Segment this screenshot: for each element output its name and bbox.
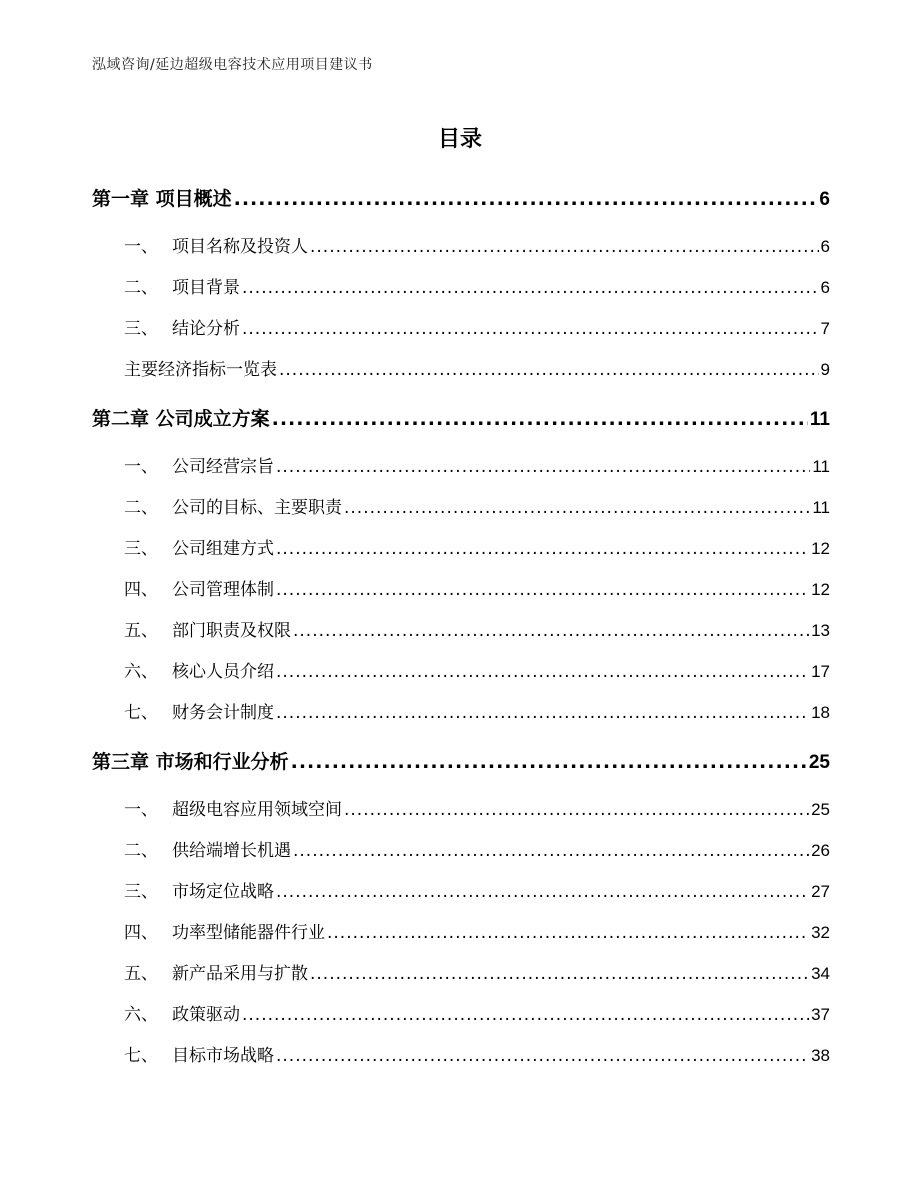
toc-section-entry[interactable] <box>92 830 830 871</box>
entry-page-number: 26 <box>811 841 830 860</box>
entry-title: 超级电容应用领域空间 <box>172 800 342 820</box>
entry-title: 项目背景 <box>172 278 240 298</box>
entry-number: 七、 <box>124 703 158 723</box>
entry-page-number: 6 <box>820 278 830 297</box>
entry-page-number: 37 <box>811 1005 830 1024</box>
entry-number: 六、 <box>124 662 158 682</box>
toc-section-entry[interactable] <box>92 446 830 487</box>
toc-section-entry[interactable] <box>92 651 830 692</box>
dot-leader <box>272 396 808 442</box>
entry-page-number: 12 <box>811 580 830 599</box>
entry-number: 二、 <box>124 278 158 298</box>
dot-leader <box>276 529 809 570</box>
dot-leader <box>310 954 809 995</box>
running-header: 泓域咨询/延边超级电容技术应用项目建议书 <box>92 57 373 73</box>
toc-section-entry[interactable] <box>92 349 830 390</box>
toc-chapter-entry[interactable] <box>92 176 830 222</box>
entry-page-number: 34 <box>811 964 830 983</box>
entry-number: 一、 <box>124 457 158 477</box>
entry-number: 一、 <box>124 800 158 820</box>
toc-section-entry[interactable] <box>92 912 830 953</box>
toc-chapter-entry[interactable] <box>92 396 830 442</box>
entry-number: 五、 <box>124 964 158 984</box>
toc-section-entry[interactable] <box>92 487 830 528</box>
entry-page-number: 32 <box>811 923 830 942</box>
entry-title: 第二章 公司成立方案 <box>92 408 270 430</box>
entry-title: 公司组建方式 <box>172 539 274 559</box>
entry-page-number: 11 <box>812 457 830 476</box>
toc-section-entry[interactable] <box>92 610 830 651</box>
entry-number: 四、 <box>124 580 158 600</box>
toc-section-entry[interactable] <box>92 953 830 994</box>
toc-section-entry[interactable] <box>92 1035 830 1076</box>
entry-page-number: 11 <box>809 409 830 430</box>
entry-title: 核心人员介绍 <box>172 662 274 682</box>
entry-number: 七、 <box>124 1046 158 1066</box>
entry-title: 目标市场战略 <box>172 1046 274 1066</box>
dot-leader <box>276 1036 809 1077</box>
entry-page-number: 27 <box>811 882 830 901</box>
dot-leader <box>344 790 809 831</box>
entry-page-number: 11 <box>812 498 830 517</box>
entry-title: 部门职责及权限 <box>172 621 291 641</box>
dot-leader <box>276 872 809 913</box>
entry-title: 公司的目标、主要职责 <box>172 498 342 518</box>
dot-leader <box>279 350 819 391</box>
entry-title: 新产品采用与扩散 <box>172 964 308 984</box>
entry-title: 主要经济指标一览表 <box>124 360 277 380</box>
dot-leader <box>310 227 819 268</box>
table-of-contents <box>92 176 830 1076</box>
toc-section-entry[interactable] <box>92 308 830 349</box>
entry-number: 四、 <box>124 923 158 943</box>
entry-page-number: 6 <box>820 237 830 256</box>
entry-page-number: 25 <box>808 752 830 773</box>
dot-leader <box>293 611 809 652</box>
toc-section-entry[interactable] <box>92 871 830 912</box>
dot-leader <box>242 995 809 1036</box>
toc-section-entry[interactable] <box>92 569 830 610</box>
toc-section-entry[interactable] <box>92 267 830 308</box>
toc-section-entry[interactable] <box>92 994 830 1035</box>
entry-page-number: 7 <box>820 319 830 338</box>
entry-page-number: 12 <box>811 539 830 558</box>
entry-page-number: 18 <box>811 703 830 722</box>
entry-title: 功率型储能器件行业 <box>172 923 325 943</box>
entry-title: 财务会计制度 <box>172 703 274 723</box>
dot-leader <box>242 268 819 309</box>
dot-leader <box>291 739 807 785</box>
toc-section-entry[interactable] <box>92 528 830 569</box>
entry-page-number: 6 <box>819 189 830 210</box>
dot-leader <box>276 570 809 611</box>
entry-number: 一、 <box>124 237 158 257</box>
entry-number: 六、 <box>124 1005 158 1025</box>
entry-title: 项目名称及投资人 <box>172 237 308 257</box>
page-title: 目录 <box>437 127 482 152</box>
entry-page-number: 13 <box>811 621 830 640</box>
entry-number: 三、 <box>124 539 158 559</box>
dot-leader <box>242 309 819 350</box>
entry-number: 二、 <box>124 498 158 518</box>
entry-title: 供给端增长机遇 <box>172 841 291 861</box>
entry-page-number: 38 <box>811 1046 830 1065</box>
entry-page-number: 17 <box>811 662 830 681</box>
dot-leader <box>293 831 809 872</box>
entry-title: 公司管理体制 <box>172 580 274 600</box>
dot-leader <box>327 913 809 954</box>
entry-page-number: 9 <box>820 360 830 379</box>
toc-section-entry[interactable] <box>92 692 830 733</box>
entry-title: 第一章 项目概述 <box>92 188 232 210</box>
toc-section-entry[interactable] <box>92 789 830 830</box>
toc-chapter-entry[interactable] <box>92 739 830 785</box>
dot-leader <box>234 176 818 222</box>
entry-number: 三、 <box>124 319 158 339</box>
entry-title: 第三章 市场和行业分析 <box>92 751 289 773</box>
entry-number: 三、 <box>124 882 158 902</box>
entry-title: 政策驱动 <box>172 1005 240 1025</box>
entry-title: 公司经营宗旨 <box>172 457 274 477</box>
entry-number: 五、 <box>124 621 158 641</box>
entry-number: 二、 <box>124 841 158 861</box>
dot-leader <box>344 488 810 529</box>
toc-section-entry[interactable] <box>92 226 830 267</box>
entry-title: 结论分析 <box>172 319 240 339</box>
entry-page-number: 25 <box>811 800 830 819</box>
dot-leader <box>276 693 809 734</box>
dot-leader <box>276 447 810 488</box>
entry-title: 市场定位战略 <box>172 882 274 902</box>
dot-leader <box>276 652 809 693</box>
